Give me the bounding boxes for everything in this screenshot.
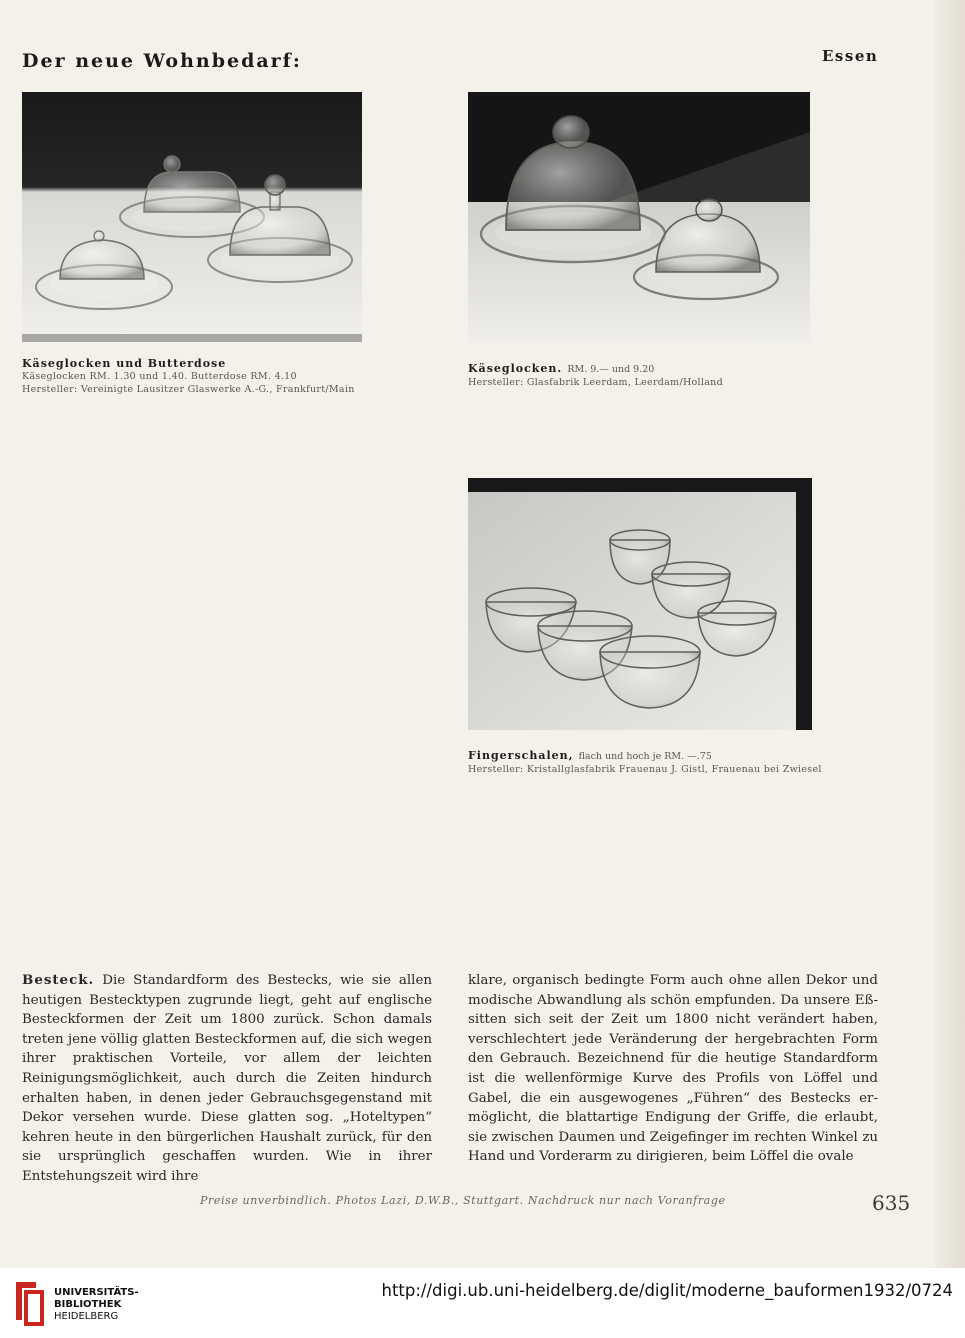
caption-cheese-butter [22, 357, 355, 396]
article-lead: Besteck. [22, 972, 95, 988]
caption-prices: Käseglocken RM. 1.30 und 1.40. Butterdose RM. 4.10 [22, 371, 297, 382]
library-footer-bar [0, 1268, 965, 1338]
photo-credit-note: Preise unverbindlich. Photos Lazi, D.W.B., Stuttgart. Nachdruck nur nach Voranfrage [200, 1194, 726, 1207]
photo-finger-bowls [468, 478, 812, 730]
caption-manufacturer: Hersteller: Vereinigte Lausitzer Glaswerke A.-G., Frankfurt/Main [22, 384, 355, 395]
article-column-2 [468, 971, 878, 1167]
library-logo-icon [12, 1280, 46, 1326]
article-column-1 [22, 971, 432, 1187]
caption-title: Käseglocken. [468, 362, 563, 375]
page-number: 635 [872, 1191, 911, 1215]
section-title: Der neue Wohnbedarf: [22, 50, 302, 72]
section-subtitle: Essen [822, 47, 879, 65]
caption-title: Käseglocken und Butterdose [22, 357, 227, 370]
caption-price: flach und hoch je RM. —.75 [578, 751, 712, 762]
library-name-line2: BIBLIOTHEK [54, 1299, 122, 1310]
caption-leerdam [468, 357, 723, 389]
caption-title: Fingerschalen, [468, 749, 574, 762]
permalink-url[interactable]: http://digi.ub.uni-heidelberg.de/diglit/moderne_bauformen1932/0724 [381, 1281, 953, 1300]
caption-price: RM. 9.— und 9.20 [567, 364, 655, 375]
library-name-line3: HEIDELBERG [54, 1311, 119, 1322]
article-text-2: klare, organisch bedingte Form auch ohne allen Dekor und modische Abwandlung als schön empfunden. Da unsere Eßsitten sich seit der Zeit um 1800 nicht verändert haben, verschlechtert jede Veränderung der hergebrachten Form den Gebrauch. Bezeichnend für die heutige Standardform ist die wellenförmige Kurve des Profils von Löffel und Gabel, die ein ausgewogenes „Führen“ des Bestecks ermöglicht, die blattartige Endigung der Griffe, die erlaubt, sie zwischen Daumen und Zeigefinger im rechten Winkel zu Hand und Vorderarm zu dirigieren, beim Löffel die ovale [468, 973, 878, 1165]
caption-manufacturer: Hersteller: Glasfabrik Leerdam, Leerdam/Holland [468, 377, 723, 388]
caption-finger-bowls [468, 744, 822, 776]
library-name-line1: UNIVERSITÄTS- [54, 1287, 139, 1298]
caption-manufacturer: Hersteller: Kristallglasfabrik Frauenau J. Gistl, Frauenau bei Zwiesel [468, 764, 822, 775]
photo-leerdam-cheese-domes [468, 92, 810, 342]
article-text-1: Die Standardform des Bestecks, wie sie allen heutigen Bestecktypen zugrunde liegt, geht auf englische Besteckformen der Zeit um 1800 zurück. Schon damals treten jene völlig glatten Besteckformen auf, die sich wegen ihrer praktischen Vorteile, vor allem der leichten Reinigungsmöglichkeit, auch durch die Zeiten hindurch erhalten haben, in denen jeder Gebrauchsgegenstand mit Dekor versehen wurde. Diese glatten sog. „Hoteltypen“ kehren heute in den bürgerlichen Haushalt zurück, für den sie ursprünglich geschaffen wurden. Wie in ihrer Entstehungszeit wird ihre [22, 973, 432, 1184]
photo-cheese-domes-butter-dish [22, 92, 362, 342]
page-edge [935, 0, 965, 1268]
library-name [54, 1287, 139, 1323]
